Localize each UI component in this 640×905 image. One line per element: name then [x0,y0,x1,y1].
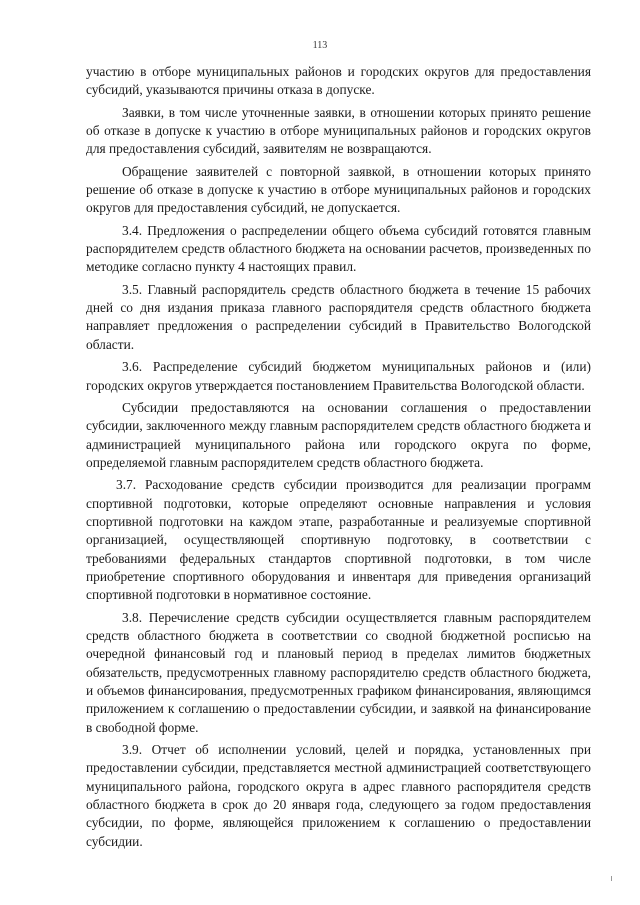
paragraph-3-6: 3.6. Распределение субсидий бюджетом муниципальных районов и (или) городских округов утверждается постановлением Правительства Вологодской области. [86,359,591,393]
paragraph-3-4: 3.4. Предложения о распределении общего объема субсидий готовятся главным распорядителем средств областного бюджета на основании расчетов, произведенных по методике согласно пункту 4 настоящих правил. [86,222,591,275]
paragraph-3-8: 3.8. Перечисление средств субсидии осуществляется главным распорядителем средств областного бюджета в соответствии со сводной бюджетной росписью на очередной финансовый год и плановый период в пределах лимитов бюджетных обязательств, предусмотренных главному распорядителю средств областного бюджета, и объемов финансирования, предусмотренных графиком финансирования, являющимся приложением к соглашению о предоставлении субсидии, и заявкой на финансирование в свободной форме. [86,609,591,735]
page-number: 113 [312,40,328,51]
document-body [86,63,591,855]
paragraph-3-7: 3.7. Расходование средств субсидии производится для реализации программ спортивной подготовки, которые определяют основные направления и условия спортивной подготовки на каждом этапе, разработанные и реализуемые спортивной организацией, осуществляющей спортивную подготовку, в соответствии с требованиями федеральных стандартов спортивной подготовки, в том числе приобретение спортивного оборудования и инвентаря для приведения организаций спортивной подготовки в нормативное состояние. [86,477,591,603]
paragraph-continuation: участию в отборе муниципальных районов и городских округов для предоставления субсидий, указываются причины отказа в допуске. [86,64,591,98]
scan-edge-mark [611,876,612,881]
paragraph-3-9: 3.9. Отчет об исполнении условий, целей и порядка, установленных при предоставлении субсидии, представляется местной администрацией соответствующего муниципального района, городского округа в адрес главного распорядителя средств областного бюджета в срок до 20 января года, следующего за годом предоставления субсидии, по форме, являющейся приложением к соглашению о предоставлении субсидии. [86,742,591,849]
paragraph-3-5: 3.5. Главный распорядитель средств областного бюджета в течение 15 рабочих дней со дня издания приказа главного распорядителя средств областного бюджета направляет предложения о распределении субсидий в Правительство Вологодской области. [86,281,591,352]
paragraph-applications-not-returned: Заявки, в том числе уточненные заявки, в отношении которых принято решение об отказе в допуске к участию в отборе муниципальных районов и городских округов для предоставления субсидий, заявителям не возвращаются. [86,104,591,157]
paragraph-repeat-application: Обращение заявителей с повторной заявкой, в отношении которых принято решение об отказе в допуске к участию в отборе муниципальных районов и городских округов для предоставления субсидий, не допускается. [86,163,591,216]
paragraph-subsidy-agreement: Субсидии предоставляются на основании соглашения о предоставлении субсидии, заключенного между главным распорядителем средств областного бюджета и администрацией муниципального района или городского округа по форме, определяемой главным распорядителем средств областного бюджета. [86,399,591,470]
